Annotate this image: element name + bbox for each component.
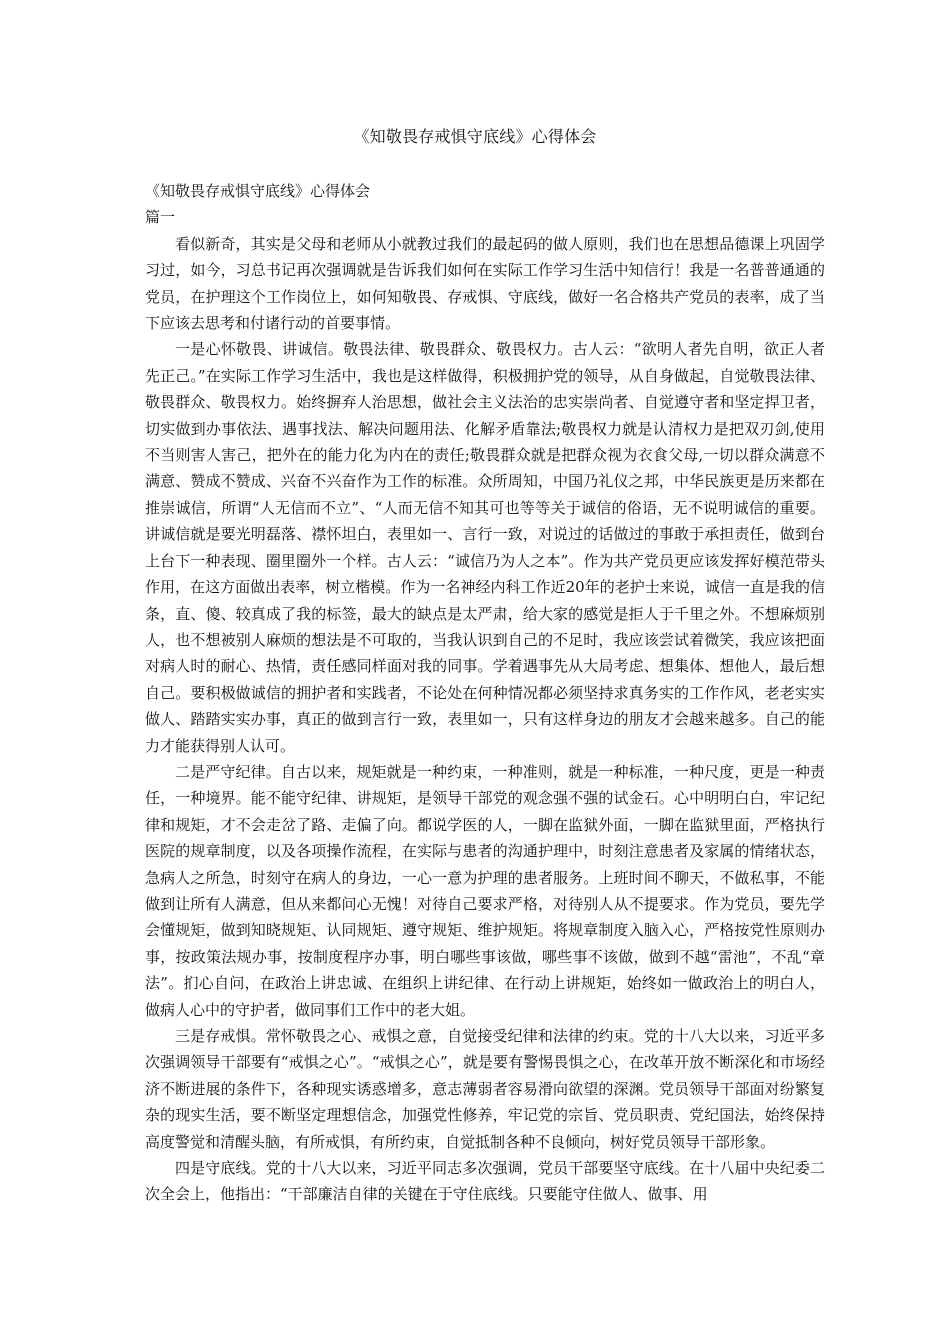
paragraph-point-four: 四是守底线。党的十八大以来，习近平同志多次强调，党员干部要坚守底线。在十八届中央纪委二次全会上，他指出：“干部廉洁自律的关键在于守住底线。只要能守住做人、做事、用 — [145, 1159, 825, 1204]
document-body — [145, 178, 825, 1208]
paragraph-point-two: 二是严守纪律。自古以来，规矩就是一种约束，一种准则，就是一种标准，一种尺度，更是一种责任，一种境界。能不能守纪律、讲规矩，是领导干部党的观念强不强的试金石。心中明明白白，牢记纪律和规矩，才不会走岔了路、走偏了向。都说学医的人，一脚在监狱外面，一脚在监狱里面，严格执行医院的规章制度，以及各项操作流程，在实际与患者的沟通护理中，时刻注意患者及家属的情绪状态，急病人之所急，时刻守在病人的身边，一心一意为护理的患者服务。上班时间不聊天，不做私事，不能做到让所有人满意，但从来都问心无愧！对待自己要求严格，对待别人从不提要求。作为党员，要先学会懂规矩，做到知晓规矩、认同规矩、遵守规矩、维护规矩。将规章制度入脑入心，严格按党性原则办事，按政策法规办事，按制度程序办事，明白哪些事该做，哪些事不该做，做到不越“雷池”，不乱“章法”。扪心自问，在政治上讲忠诚、在组织上讲纪律、在行动上讲规矩，始终如一做政治上的明白人，做病人心中的守护者，做同事们工作中的老大姐。 — [145, 762, 825, 1019]
paragraph-point-one: 一是心怀敬畏、讲诚信。敬畏法律、敬畏群众、敬畏权力。古人云：“欲明人者先自明，欲正人者先正己。”在实际工作学习生活中，我也是这样做得，积极拥护党的领导，从自身做起，自觉敬畏法律、敬畏群众、敬畏权力。始终摒弃人治思想，做社会主义法治的忠实崇尚者、自觉遵守者和坚定捍卫者，切实做到办事依法、遇事找法、解决问题用法、化解矛盾靠法;敬畏权力就是认清权力是把双刃剑,使用不当则害人害己，把外在的能力化为内在的责任;敬畏群众就是把群众视为衣食父母,一切以群众满意不满意、赞成不赞成、兴奋不兴奋作为工作的标准。众所周知，中国乃礼仪之邦，中华民族更是历来都在推崇诚信，所谓“人无信而不立”、“人而无信不知其可也等等关于诚信的俗语，无不说明诚信的重要。讲诚信就是要光明磊落、襟怀坦白，表里如一、言行一致，对说过的话做过的事敢于承担责任，做到台上台下一种表现、圈里圈外一个样。古人云：“诚信乃为人之本”。作为共产党员更应该发挥好模范带头作用，在这方面做出表率，树立楷模。作为一名神经内科工作近20年的老护士来说，诚信一直是我的信条，直、傻、较真成了我的标签，最大的缺点是太严肃，给大家的感觉是拒人于千里之外。不想麻烦别人，也不想被别人麻烦的想法是不可取的，当我认识到自己的不足时，我应该尝试着微笑，我应该把面对病人时的耐心、热情，责任感同样面对我的同事。学着遇事先从大局考虑、想集体、想他人，最后想自己。要积极做诚信的拥护者和实践者，不论处在何种情况都必须坚持求真务实的工作作风，老老实实做人、踏踏实实办事，真正的做到言行一致，表里如一，只有这样身边的朋友才会越来越多。自己的能力才能获得别人认可。 — [145, 340, 825, 755]
paragraph-point-three: 三是存戒惧。常怀敬畏之心、戒惧之意，自觉接受纪律和法律的约束。党的十八大以来，习近平多次强调领导干部要有“戒惧之心”。“戒惧之心”，就是要有警惕畏惧之心，在改革开放不断深化和市场经济不断进展的条件下，各种现实诱惑增多，意志薄弱者容易滑向欲望的深渊。党员领导干部面对纷繁复杂的现实生活，要不断坚定理想信念，加强党性修养，牢记党的宗旨、党员职责、党纪国法，始终保持高度警觉和清醒头脑，有所戒惧，有所约束，自觉抵制各种不良倾向，树好党员领导干部形象。 — [145, 1027, 825, 1151]
paragraph-intro: 看似新奇，其实是父母和老师从小就教过我们的最起码的做人原则，我们也在思想品德课上巩固学习过，如今，习总书记再次强调就是告诉我们如何在实际工作学习生活中知信行！我是一名普普通通的党员，在护理这个工作岗位上，如何知敬畏、存戒惧、守底线，做好一名合格共产党员的表率，成了当下应该去思考和付诸行动的首要事情。 — [145, 234, 825, 333]
document-title: 《知敬畏存戒惧守底线》心得体会 — [353, 127, 597, 146]
section-label: 篇一 — [145, 208, 176, 227]
document-subtitle: 《知敬畏存戒惧守底线》心得体会 — [145, 182, 371, 200]
